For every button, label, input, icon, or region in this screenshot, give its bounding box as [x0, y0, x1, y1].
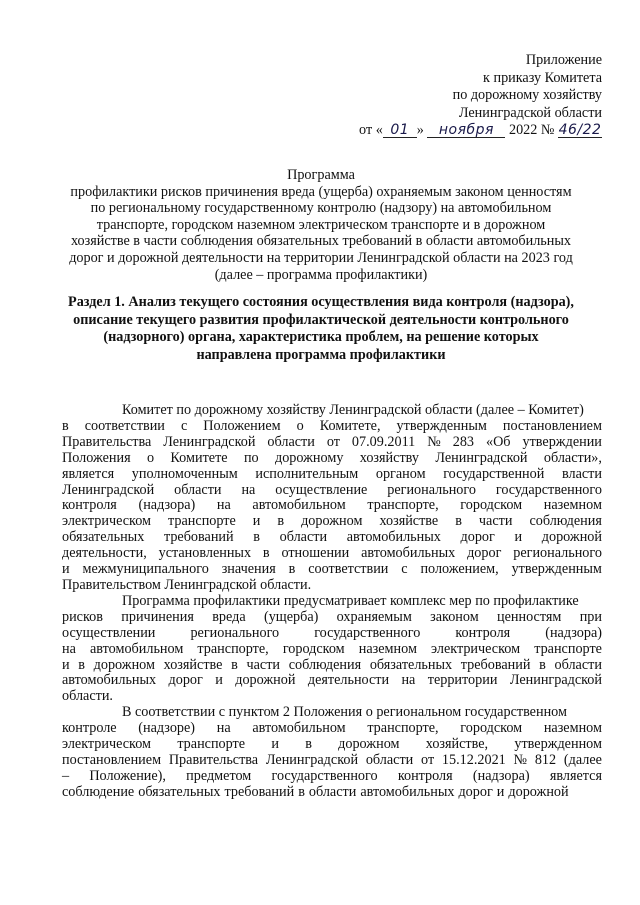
word: хозяйстве, — [425, 736, 489, 753]
word: 283 — [452, 433, 474, 450]
appendix-block — [359, 52, 602, 140]
word: Положения — [62, 449, 131, 466]
word: осуществление — [275, 481, 368, 498]
word: (ущерба) — [263, 608, 319, 625]
paragraph-line — [62, 785, 602, 801]
word: является — [549, 767, 602, 784]
word: и — [252, 513, 261, 530]
word: охраняемым — [336, 608, 412, 625]
word: дорожной — [508, 783, 569, 800]
word: хозяйстве — [379, 513, 439, 530]
word: хозяйстве — [163, 656, 223, 673]
word: предметом — [186, 767, 252, 784]
word: области — [554, 656, 602, 673]
word: Комитет по дорожному хозяйству Ленинградской области (далее – Комитет) — [122, 402, 584, 418]
word: в — [455, 513, 462, 530]
word: Ленинградской — [509, 672, 602, 689]
program-title-line: профилактики рисков причинения вреда (ущерба) охраняемым законом ценностям — [70, 183, 572, 200]
paragraph-line — [62, 483, 602, 499]
appendix-title: Приложение — [525, 52, 602, 68]
word: городском — [460, 720, 523, 737]
word: области. — [62, 688, 113, 705]
word: – — [62, 767, 70, 784]
word: наземном — [543, 720, 602, 737]
word: в — [253, 529, 260, 546]
word: вреда — [212, 608, 246, 625]
word: с — [401, 561, 408, 578]
word: дорог — [168, 672, 203, 689]
program-heading: Программа — [287, 167, 355, 183]
word: «Об — [485, 433, 511, 450]
word: регионального — [387, 481, 476, 498]
word: Положение), — [89, 767, 166, 784]
paragraph-line — [62, 467, 602, 483]
paragraph-line — [62, 769, 602, 785]
paragraph-line — [62, 737, 602, 753]
word: территории — [427, 672, 498, 689]
word: транспорте, — [367, 497, 439, 514]
word: о — [296, 417, 304, 434]
paragraph-line — [62, 546, 602, 562]
word: области — [279, 529, 328, 546]
word: отношении — [281, 545, 350, 562]
word: дорог — [458, 783, 493, 800]
word: области — [174, 481, 222, 498]
word: Правительства — [62, 433, 152, 450]
word: Положением — [203, 417, 281, 434]
word: обязательных — [62, 529, 145, 546]
word: Ленинградской — [265, 751, 359, 768]
paragraph-line — [62, 705, 602, 721]
word: (надзора) — [545, 624, 602, 641]
word: является — [62, 465, 115, 482]
word: Программа профилактики предусматривает комплекс мер по профилактике — [122, 592, 579, 609]
word: Комитете — [170, 449, 228, 466]
word: регионального — [513, 545, 602, 562]
word: требований — [460, 656, 531, 673]
paragraph — [62, 705, 602, 800]
word: утвержденным — [511, 561, 602, 578]
word: соответствии — [84, 417, 165, 434]
word: положением, — [420, 561, 499, 578]
paragraph-line — [62, 419, 602, 435]
handwritten-doc-number: 46/22 — [558, 122, 602, 139]
word: (далее — [563, 751, 602, 768]
word: и — [496, 783, 505, 800]
word: Ленинградской — [163, 433, 256, 450]
word: дорожной — [541, 529, 602, 546]
word: государственного — [314, 624, 421, 641]
word: области — [267, 433, 315, 450]
word: деятельности — [307, 672, 390, 689]
section-heading-line: описание текущего развития профилактической деятельности контрольного — [73, 311, 569, 328]
word: в — [298, 783, 305, 800]
word: требований — [224, 783, 295, 800]
word: значения — [221, 561, 276, 578]
word: и — [271, 736, 279, 753]
word: в — [62, 417, 69, 434]
word: автомобильных — [360, 783, 455, 800]
word: контроля — [455, 624, 511, 641]
date-prefix: от « — [359, 122, 383, 139]
word: и — [514, 529, 523, 546]
date-year: 2022 № — [508, 122, 555, 139]
appendix-date-line — [359, 122, 602, 140]
word: соблюдение — [62, 783, 135, 800]
program-title-line: дорог и дорожной деятельности на территории Ленинградской области на 2023 год — [69, 249, 573, 266]
word: дорог — [467, 545, 502, 562]
paragraph-line — [62, 403, 602, 419]
word: Ленинградской — [435, 449, 528, 466]
word: 07.09.2011 — [351, 433, 416, 450]
word: власти — [561, 465, 602, 482]
word: утвержденном — [514, 736, 602, 753]
word: от — [326, 433, 340, 450]
word: области», — [543, 449, 602, 466]
word: в — [277, 513, 285, 530]
word: государственной — [443, 465, 545, 482]
word: дорог — [460, 529, 495, 546]
word: рисков — [62, 608, 103, 625]
word: автомобильных — [62, 672, 157, 689]
appendix-region: Ленинградской области — [458, 104, 602, 121]
word: Правительства — [168, 751, 259, 768]
word: автомобильном — [252, 720, 346, 737]
word: городском — [460, 497, 523, 514]
paragraph-line — [62, 753, 602, 769]
word: Комитете, — [319, 417, 381, 434]
paragraph — [62, 403, 602, 594]
paragraph-line — [62, 610, 602, 626]
word: в — [262, 545, 270, 562]
word: утверждении — [522, 433, 602, 450]
word: (надзора) — [472, 767, 530, 784]
word: транспорте, — [367, 720, 439, 737]
word: в — [78, 656, 85, 673]
section-heading-line: (надзорного) органа, характеристика проблем, на решение которых — [103, 329, 539, 346]
word: контроле — [62, 720, 117, 737]
word: по — [243, 449, 259, 466]
word: наземном — [358, 640, 417, 657]
word: дорожному — [274, 449, 344, 466]
word: органом — [375, 465, 426, 482]
word: на — [241, 481, 256, 498]
word: обязательных — [369, 656, 453, 673]
appendix-committee: по дорожному хозяйству — [452, 87, 602, 104]
word: автомобильном — [90, 640, 184, 657]
word: в — [305, 736, 312, 753]
word: в — [539, 656, 546, 673]
word: электрическом — [62, 736, 152, 753]
paragraph-line — [62, 578, 602, 594]
word: установленных — [158, 545, 252, 562]
word: исполнительным — [255, 465, 359, 482]
paragraph-line — [62, 594, 602, 610]
word: дорожном — [93, 656, 155, 673]
word: государственного — [271, 767, 378, 784]
word: с — [180, 417, 188, 434]
word: в — [288, 561, 296, 578]
word: соответствии — [308, 561, 389, 578]
word: деятельности, — [62, 545, 147, 562]
document-body — [62, 403, 602, 801]
word: регионального — [190, 624, 280, 641]
section-heading — [40, 294, 602, 364]
paragraph — [62, 594, 602, 705]
word: причинения — [121, 608, 194, 625]
word: и — [62, 656, 70, 673]
word: осуществлении — [62, 624, 156, 641]
word: в — [231, 656, 238, 673]
word: и — [62, 561, 70, 578]
word: части — [478, 513, 513, 530]
word: уполномоченным — [131, 465, 238, 482]
program-title-line: (далее – программа профилактики) — [214, 266, 428, 283]
word: государственного — [495, 481, 602, 498]
word: (надзора) — [138, 497, 196, 514]
word: законом — [430, 608, 479, 625]
paragraph-line — [62, 689, 602, 705]
paragraph-line — [62, 658, 602, 674]
word: о — [146, 449, 155, 466]
word: автомобильном — [252, 497, 346, 514]
word: области — [365, 751, 414, 768]
word: электрическом — [62, 513, 152, 530]
word: соблюдения — [529, 513, 602, 530]
word: 812 — [534, 751, 557, 768]
handwritten-day: 01 — [383, 123, 417, 138]
word: автомобильных — [361, 545, 456, 562]
handwritten-month: ноября — [427, 123, 505, 138]
word: контроля — [62, 497, 117, 514]
word: на — [62, 640, 76, 657]
program-title — [40, 167, 602, 283]
word: утвержденным — [396, 417, 487, 434]
word: постановлением — [502, 417, 602, 434]
paragraph-line — [62, 642, 602, 658]
word: транспорте — [168, 513, 236, 530]
section-heading-line: направлена программа профилактики — [196, 346, 446, 363]
word: обязательных — [138, 783, 221, 800]
word: дорожной — [235, 672, 296, 689]
word: ценностям — [497, 608, 562, 625]
word: Правительством Ленинградской области. — [62, 576, 312, 593]
appendix-order-ref: к приказу Комитета — [483, 69, 602, 86]
word: № — [427, 433, 441, 450]
paragraph-line — [62, 514, 602, 530]
word: постановлением — [62, 751, 162, 768]
word: на — [216, 497, 231, 514]
paragraph-line — [62, 435, 602, 451]
word: транспорте, — [197, 640, 269, 657]
word: Ленинградской — [62, 481, 155, 498]
word: транспорте — [177, 736, 246, 753]
word: № — [513, 751, 528, 768]
program-title-line: хозяйстве в части соблюдения обязательных требований в области автомобильных — [70, 233, 572, 250]
word: (надзоре) — [138, 720, 196, 737]
word: городском — [282, 640, 345, 657]
word: на — [216, 720, 231, 737]
paragraph-line — [62, 562, 602, 578]
paragraph-line — [62, 530, 602, 546]
word: области — [308, 783, 357, 800]
paragraph-line — [62, 721, 602, 737]
word: электрическом — [431, 640, 521, 657]
word: дорожном — [338, 736, 400, 753]
word: наземном — [543, 497, 602, 514]
word: хозяйству — [359, 449, 419, 466]
word: В соответствии с пунктом 2 Положения о региональном государственном — [122, 704, 567, 721]
program-title-line: транспорте, городском наземном электрическом транспорте и в дорожном — [96, 216, 546, 233]
program-title-line: по региональному государственному контролю (надзору) на автомобильном — [90, 200, 552, 217]
section-heading-line: Раздел 1. Анализ текущего состояния осуществления вида контроля (надзора), — [68, 294, 574, 310]
word: требований — [163, 529, 234, 546]
paragraph-line — [62, 673, 602, 689]
word: соблюдения — [288, 656, 362, 673]
word: 15.12.2021 — [441, 751, 506, 768]
word: на — [401, 672, 416, 689]
word: при — [579, 608, 602, 625]
word: и — [215, 672, 223, 689]
word: от — [421, 751, 435, 768]
word: части — [246, 656, 281, 673]
paragraph-line — [62, 451, 602, 467]
word: межмуниципального — [82, 561, 209, 578]
paragraph-line — [62, 498, 602, 514]
word: контроля — [397, 767, 453, 784]
date-mid: » — [416, 122, 424, 139]
word: транспорте — [534, 640, 602, 657]
word: автомобильных — [346, 529, 441, 546]
paragraph-line — [62, 626, 602, 642]
word: дорожном — [301, 513, 363, 530]
